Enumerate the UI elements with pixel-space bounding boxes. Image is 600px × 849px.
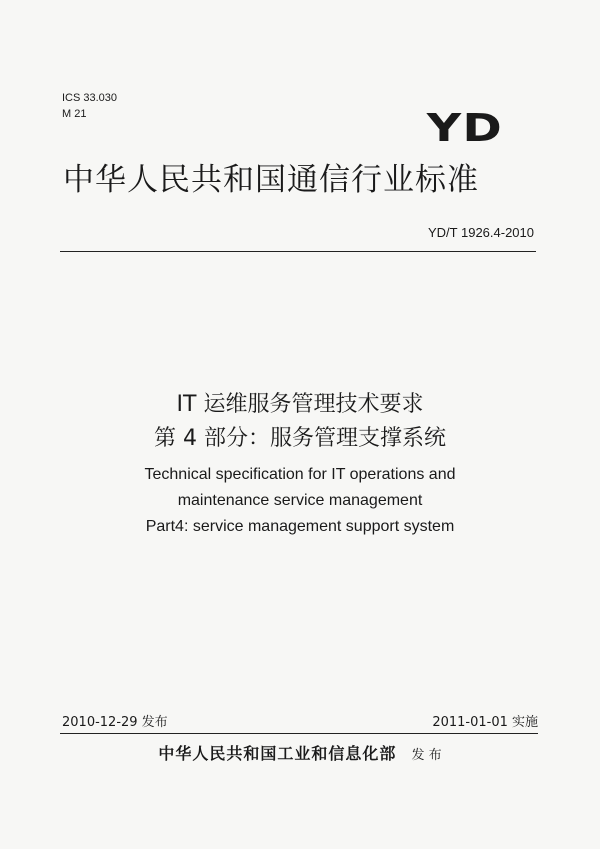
publisher-line <box>0 741 600 764</box>
cn-title-line-1: IT 运维服务管理技术要求 <box>176 392 424 417</box>
bottom-divider <box>60 733 538 734</box>
issue-date: 2010-12-29 发布 <box>62 715 168 730</box>
ics-code: ICS 33.030 <box>62 92 118 104</box>
en-title-line-2: maintenance service management <box>177 492 423 509</box>
title-block <box>0 388 600 540</box>
publish-word: 发 布 <box>411 748 442 763</box>
implementation-date: 2011-01-01 实施 <box>432 715 538 730</box>
org-title: 中华人民共和国通信行业标准 <box>63 162 479 198</box>
top-divider <box>60 251 536 252</box>
en-title-line-1: Technical specification for IT operations and <box>144 466 456 483</box>
publisher-name: 中华人民共和国工业和信息化部 <box>158 744 397 763</box>
cn-title-line-2: 第 4 部分：服务管理支撑系统 <box>154 426 446 451</box>
classification-codes <box>62 90 117 122</box>
standard-number: YD/T 1926.4-2010 <box>428 225 534 240</box>
yd-logo: YD <box>426 106 503 150</box>
en-title-line-3: Part4: service management support system <box>145 518 455 535</box>
ccs-code: M 21 <box>62 108 87 120</box>
